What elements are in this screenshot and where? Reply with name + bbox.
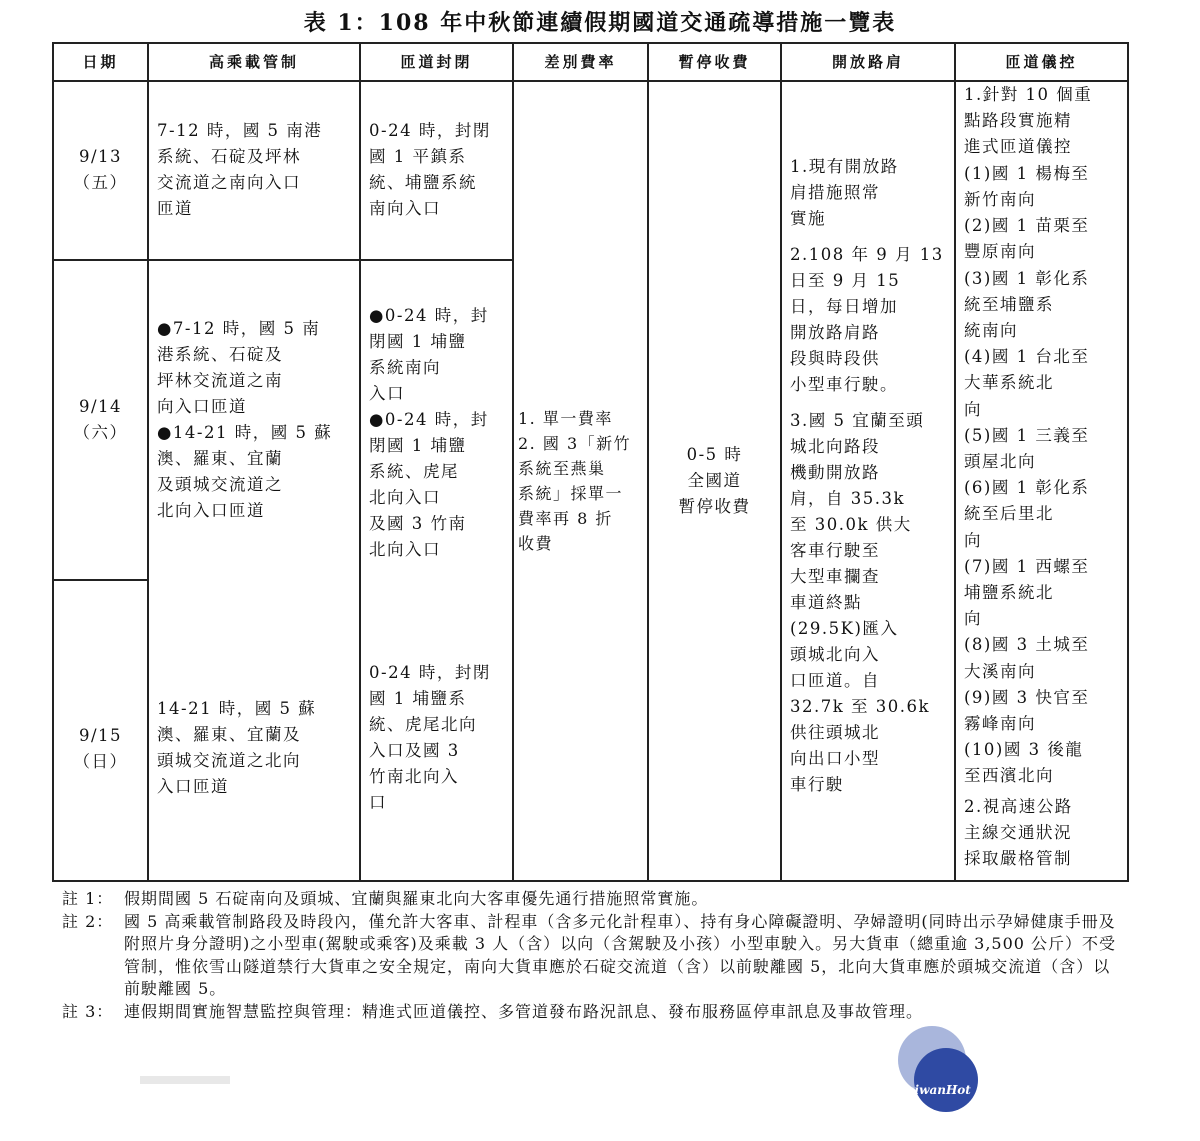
metering-item: (2)國 1 苗栗至 豐原南向: [964, 216, 1090, 262]
hov-bullet: ●7-12 時，國 5 南 港系統、石碇及 坪林交流道之南 向入口匝道: [157, 319, 321, 417]
metering-item: (6)國 1 彰化系 統至后里北 向: [964, 478, 1090, 550]
date-cell-0914: 9/14 （六）: [53, 260, 148, 581]
shoulder-item: 3.國 5 宜蘭至頭 城北向路段 機動開放路 肩，自 35.3k 至 30.0k 供大 客車行駛至 大型車攔查 車道終點 (29.5K)匯入 頭城北向入 口匝道。自 32.7k 至 30.6k 供往頭城北 向出口小型 車行駛: [790, 411, 930, 795]
footnote-2: [62, 911, 1122, 1001]
header-ramp-closure: 匝道封閉: [360, 43, 513, 81]
metering-item: (10)國 3 後龍 至西濱北向: [964, 740, 1084, 786]
traffic-measures-table: [52, 42, 1129, 882]
toll-suspension-cell: 0-5 時 全國道 暫停收費: [648, 81, 781, 881]
ramp-cell-0915: 0-24 時，封閉 國 1 埔鹽系 統、虎尾北向 入口及國 3 竹南北向入 口: [360, 580, 513, 881]
date-cell-0915: 9/15 （日）: [53, 580, 148, 881]
footnotes: [62, 888, 1122, 1023]
date-cell-0913: 9/13 （五）: [53, 81, 148, 259]
footnote-3: [62, 1001, 1122, 1024]
hov-cell-0913: 7-12 時，國 5 南港 系統、石碇及坪林 交流道之南向入口 匝道: [148, 81, 360, 259]
ramp-cell-0913: 0-24 時，封閉 國 1 平鎮系 統、埔鹽系統 南向入口: [360, 81, 513, 259]
footnote-1: [62, 888, 1122, 911]
footnote-label: 註 3：: [62, 1001, 114, 1021]
header-toll-suspension: 暫停收費: [648, 43, 781, 81]
table-header-row: [53, 43, 1128, 81]
header-differential-rate: 差別費率: [513, 43, 648, 81]
shoulder-item: 1.現有開放路 肩措施照常 實施: [790, 157, 899, 229]
metering-item: (8)國 3 土城至 大溪南向: [964, 635, 1090, 681]
hov-bullet: ●14-21 時，國 5 蘇 澳、羅東、宜蘭 及頭城交流道之 北向入口匝道: [157, 423, 333, 521]
footnote-text: 國 5 高乘載管制路段及時段內，僅允許大客車、計程車（含多元化計程車）、持有身心障礙證明、孕婦證明(同時出示孕婦健康手冊及附照片身分證明)之小型車(駕駛或乘客)及乘載 3 人（含）以向（含駕駛及小孩）小型車駛入。另大貨車（總重逾 3,500 公斤）不受管制，惟依雪山隧道禁行大貨車之安全規定，南向大貨車應於石碇交流道（含）以前駛離國 5，北向大貨車應於頭城交流道（含）以前駛離國 5。: [124, 911, 1117, 998]
metering-item: (4)國 1 台北至 大華系統北 向: [964, 347, 1090, 419]
footnote-text: 連假期間實施智慧監控與管理：精進式匝道儀控、多管道發布路況訊息、發布服務區停車訊息及事故管理。: [124, 1001, 924, 1021]
metering-intro: 1.針對 10 個重 點路段實施精 進式匝道儀控: [964, 85, 1093, 157]
footnote-label: 註 1：: [62, 889, 114, 908]
header-hov: 高乘載管制: [148, 43, 360, 81]
hov-cell-0914: [148, 260, 360, 581]
metering-outro: 2.視高速公路 主線交通狀況 採取嚴格管制: [964, 796, 1073, 868]
metering-item: (1)國 1 楊梅至 新竹南向: [964, 163, 1090, 209]
scan-smudge: [140, 1076, 230, 1084]
metering-item: (9)國 3 快官至 霧峰南向: [964, 687, 1090, 733]
metering-item: (3)國 1 彰化系 統至埔鹽系 統南向: [964, 268, 1090, 340]
ramp-metering-cell: [955, 81, 1128, 881]
shoulder-item: 2.108 年 9 月 13 日至 9 月 15 日，每日增加 開放路肩路 段與時段供 小型車行駛。: [790, 245, 944, 395]
ramp-bullet: ●0-24 時，封 閉國 1 埔鹽 系統、虎尾 北向入口 及國 3 竹南 北向入口: [369, 410, 489, 560]
ramp-bullet: ●0-24 時，封 閉國 1 埔鹽 系統南向 入口: [369, 306, 489, 404]
footnote-label: 註 2：: [62, 911, 114, 931]
watermark-text: TaiwanHot: [899, 1083, 971, 1097]
header-ramp-metering: 匝道儀控: [955, 43, 1128, 81]
ramp-cell-0914: [360, 260, 513, 581]
taiwanhot-logo-icon: [890, 1022, 985, 1117]
metering-item: (7)國 1 西螺至 埔鹽系統北 向: [964, 556, 1090, 629]
differential-rate-cell: 1. 單一費率 2. 國 3「新竹 系統至燕巢 系統」採單一 費率再 8 折 收費: [513, 81, 648, 881]
table-row: [53, 81, 1128, 259]
hov-cell-0915: 14-21 時，國 5 蘇 澳、羅東、宜蘭及 頭城交流道之北向 入口匝道: [148, 580, 360, 881]
header-date: 日期: [53, 43, 148, 81]
header-shoulder: 開放路肩: [781, 43, 955, 81]
table-title: 表 1：108 年中秋節連續假期國道交通疏導措施一覽表: [303, 10, 897, 36]
shoulder-cell: [781, 81, 955, 881]
footnote-text: 假期間國 5 石碇南向及頭城、宜蘭與羅東北向大客車優先通行措施照常實施。: [124, 889, 709, 908]
metering-item: (5)國 1 三義至 頭屋北向: [964, 425, 1090, 471]
